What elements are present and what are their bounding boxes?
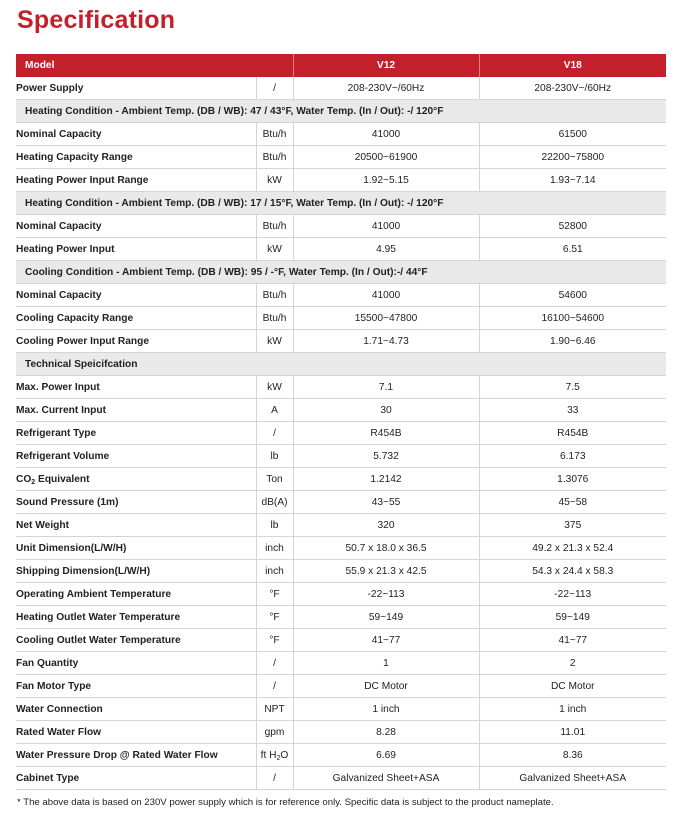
footnote: * The above data is based on 230V power supply which is for reference only. Specific data is subject to the product nameplate. <box>17 797 554 808</box>
row-unit: kW <box>256 330 293 353</box>
row-unit: lb <box>256 514 293 537</box>
row-unit: dB(A) <box>256 491 293 514</box>
row-v18: 6.173 <box>479 445 666 468</box>
row-label: Fan Motor Type <box>16 675 256 698</box>
unit-o: O <box>280 749 289 761</box>
row-label: Nominal Capacity <box>16 215 256 238</box>
row-label: Water Pressure Drop @ Rated Water Flow <box>16 744 256 767</box>
table-row <box>16 445 666 468</box>
row-label: Max. Current Input <box>16 399 256 422</box>
row-unit: °F <box>256 606 293 629</box>
row-label: Water Connection <box>16 698 256 721</box>
row-label: Refrigerant Volume <box>16 445 256 468</box>
row-label: Heating Power Input Range <box>16 169 256 192</box>
row-v18: 1.90~6.46 <box>479 330 666 353</box>
row-v18: 41~77 <box>479 629 666 652</box>
section-heading <box>16 192 666 215</box>
row-v18: 54600 <box>479 284 666 307</box>
table-row <box>16 514 666 537</box>
row-label: Operating Ambient Temperature <box>16 583 256 606</box>
table-row <box>16 307 666 330</box>
unit-ft-h: ft H <box>260 749 277 761</box>
section-title: Cooling Condition - Ambient Temp. (DB / WB): 95 / -°F, Water Temp. (In / Out):-/ 44°F <box>16 261 666 284</box>
row-unit <box>256 744 293 767</box>
row-v12: 320 <box>293 514 479 537</box>
unit-subscript: 2 <box>276 754 281 762</box>
row-v18: -22~113 <box>479 583 666 606</box>
table-row <box>16 146 666 169</box>
row-v18: 61500 <box>479 123 666 146</box>
row-unit: inch <box>256 560 293 583</box>
row-v12: 1.92~5.15 <box>293 169 479 192</box>
table-row <box>16 606 666 629</box>
row-unit: Btu/h <box>256 284 293 307</box>
row-label <box>16 468 256 491</box>
row-unit: °F <box>256 583 293 606</box>
row-v12: 1 <box>293 652 479 675</box>
row-v18: 208-230V~/60Hz <box>479 77 666 100</box>
row-v12: 1.2142 <box>293 468 479 491</box>
section-title: Technical Speicifcation <box>16 353 666 376</box>
row-v12: DC Motor <box>293 675 479 698</box>
row-v12: 41000 <box>293 123 479 146</box>
row-unit: / <box>256 767 293 790</box>
row-v18: 45~58 <box>479 491 666 514</box>
row-unit: gpm <box>256 721 293 744</box>
table-row <box>16 376 666 399</box>
co2-subscript: 2 <box>31 478 36 486</box>
row-label: Power Supply <box>16 77 256 100</box>
table-row <box>16 284 666 307</box>
row-unit: / <box>256 422 293 445</box>
row-unit: Btu/h <box>256 123 293 146</box>
row-v18: 375 <box>479 514 666 537</box>
row-v18: R454B <box>479 422 666 445</box>
table-row <box>16 629 666 652</box>
row-v12: 41000 <box>293 215 479 238</box>
row-v12: R454B <box>293 422 479 445</box>
row-label: Nominal Capacity <box>16 284 256 307</box>
row-label: Cooling Power Input Range <box>16 330 256 353</box>
row-label: Fan Quantity <box>16 652 256 675</box>
row-unit: kW <box>256 238 293 261</box>
row-v12: 30 <box>293 399 479 422</box>
row-label: Sound Pressure (1m) <box>16 491 256 514</box>
row-v12: 1.71~4.73 <box>293 330 479 353</box>
row-v12: 7.1 <box>293 376 479 399</box>
row-unit: inch <box>256 537 293 560</box>
row-unit: A <box>256 399 293 422</box>
section-title: Heating Condition - Ambient Temp. (DB / WB): 47 / 43°F, Water Temp. (In / Out): -/ 120°F <box>16 100 666 123</box>
row-v18: 49.2 x 21.3 x 52.4 <box>479 537 666 560</box>
section-heading <box>16 353 666 376</box>
table-row <box>16 215 666 238</box>
row-v18: 33 <box>479 399 666 422</box>
row-v18: 7.5 <box>479 376 666 399</box>
row-unit: / <box>256 77 293 100</box>
row-label: Rated Water Flow <box>16 721 256 744</box>
row-v12: 55.9 x 21.3 x 42.5 <box>293 560 479 583</box>
row-unit: Ton <box>256 468 293 491</box>
table-header-row <box>16 54 666 77</box>
row-v18: 22200~75800 <box>479 146 666 169</box>
header-v18: V18 <box>479 54 666 77</box>
row-v18: 1.3076 <box>479 468 666 491</box>
row-v18: 6.51 <box>479 238 666 261</box>
table-row <box>16 491 666 514</box>
row-v18: 52800 <box>479 215 666 238</box>
row-v12: 15500~47800 <box>293 307 479 330</box>
row-unit: lb <box>256 445 293 468</box>
row-label: Max. Power Input <box>16 376 256 399</box>
row-label: Unit Dimension(L/W/H) <box>16 537 256 560</box>
table-row <box>16 468 666 491</box>
row-v12: 6.69 <box>293 744 479 767</box>
row-label: Cooling Capacity Range <box>16 307 256 330</box>
co2-label-rest: Equivalent <box>35 473 90 485</box>
row-v12: 5.732 <box>293 445 479 468</box>
co2-label: CO <box>16 473 32 485</box>
table-row <box>16 583 666 606</box>
table-row <box>16 422 666 445</box>
table-row <box>16 652 666 675</box>
row-v12: Galvanized Sheet+ASA <box>293 767 479 790</box>
row-v18: 54.3 x 24.4 x 58.3 <box>479 560 666 583</box>
row-label: Heating Capacity Range <box>16 146 256 169</box>
row-v12: 41~77 <box>293 629 479 652</box>
row-v12: 50.7 x 18.0 x 36.5 <box>293 537 479 560</box>
row-v12: 1 inch <box>293 698 479 721</box>
header-model: Model <box>16 54 293 77</box>
row-unit: NPT <box>256 698 293 721</box>
row-label: Heating Outlet Water Temperature <box>16 606 256 629</box>
row-v12: 41000 <box>293 284 479 307</box>
row-v18: 1 inch <box>479 698 666 721</box>
section-heading <box>16 261 666 284</box>
table-row <box>16 169 666 192</box>
row-unit: °F <box>256 629 293 652</box>
row-v18: 59~149 <box>479 606 666 629</box>
section-title: Heating Condition - Ambient Temp. (DB / WB): 17 / 15°F, Water Temp. (In / Out): -/ 120°F <box>16 192 666 215</box>
row-v12: 43~55 <box>293 491 479 514</box>
row-v12: 208-230V~/60Hz <box>293 77 479 100</box>
table-row <box>16 698 666 721</box>
row-label: Shipping Dimension(L/W/H) <box>16 560 256 583</box>
row-v18: 1.93~7.14 <box>479 169 666 192</box>
page-title: Specification <box>17 6 176 34</box>
row-unit: Btu/h <box>256 146 293 169</box>
row-v12: -22~113 <box>293 583 479 606</box>
table-row <box>16 560 666 583</box>
row-v18: 16100~54600 <box>479 307 666 330</box>
row-v12: 59~149 <box>293 606 479 629</box>
row-unit: Btu/h <box>256 215 293 238</box>
table-row <box>16 399 666 422</box>
row-label: Nominal Capacity <box>16 123 256 146</box>
table-row <box>16 537 666 560</box>
row-v18: 8.36 <box>479 744 666 767</box>
table-row <box>16 330 666 353</box>
table-row <box>16 238 666 261</box>
row-label: Net Weight <box>16 514 256 537</box>
row-label: Cooling Outlet Water Temperature <box>16 629 256 652</box>
row-v18: Galvanized Sheet+ASA <box>479 767 666 790</box>
row-unit: Btu/h <box>256 307 293 330</box>
table-row <box>16 721 666 744</box>
header-v12: V12 <box>293 54 479 77</box>
row-label: Cabinet Type <box>16 767 256 790</box>
row-v18: 11.01 <box>479 721 666 744</box>
table-row <box>16 77 666 100</box>
table-row <box>16 767 666 790</box>
row-unit: / <box>256 675 293 698</box>
row-label: Heating Power Input <box>16 238 256 261</box>
row-unit: kW <box>256 376 293 399</box>
row-unit: / <box>256 652 293 675</box>
row-label: Refrigerant Type <box>16 422 256 445</box>
table-row <box>16 675 666 698</box>
row-unit: kW <box>256 169 293 192</box>
row-v12: 20500~61900 <box>293 146 479 169</box>
row-v18: 2 <box>479 652 666 675</box>
table-row <box>16 123 666 146</box>
section-heading <box>16 100 666 123</box>
row-v12: 4.95 <box>293 238 479 261</box>
table-row <box>16 744 666 767</box>
row-v18: DC Motor <box>479 675 666 698</box>
row-v12: 8.28 <box>293 721 479 744</box>
spec-table <box>16 54 666 790</box>
